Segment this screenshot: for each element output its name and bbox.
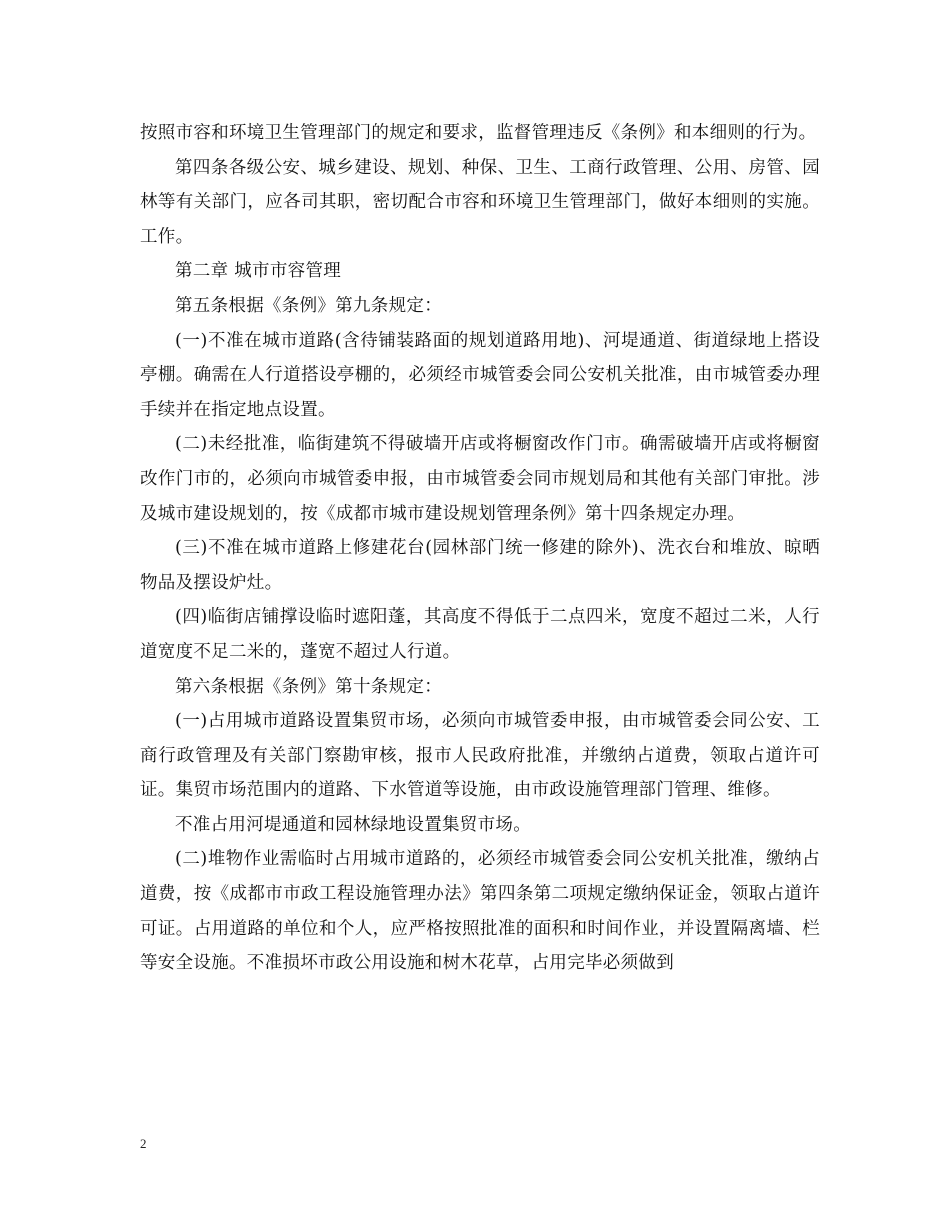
paragraph-article-4: 第四条各级公安、城乡建设、规划、种保、卫生、工商行政管理、公用、房管、园林等有关部门，应各司其职，密切配合市容和环境卫生管理部门，做好本细则的实施。工作。	[140, 157, 820, 247]
paragraph-article-5-item-2: (二)未经批准，临街建筑不得破墙开店或将橱窗改作门市。确需破墙开店或将橱窗改作门市的，必须向市城管委申报，由市城管委会同市规划局和其他有关部门审批。涉及城市建设规划的，按《成都市城市建设规划管理条例》第十四条规定办理。	[140, 434, 820, 524]
paragraph-article-5-item-4: (四)临街店铺撑设临时遮阳蓬，其高度不得低于二点四米，宽度不超过二米，人行道宽度不足二米的，蓬宽不超过人行道。	[140, 607, 820, 662]
paragraph-article-6-note: 不准占用河堤通道和园林绿地设置集贸市场。	[175, 814, 531, 835]
paragraph-article-6: 第六条根据《条例》第十条规定：	[175, 676, 442, 697]
paragraph-article-5-item-3: (三)不准在城市道路上修建花台(园林部门统一修建的除外)、洗衣台和堆放、晾晒物品及摆设炉灶。	[140, 538, 820, 593]
paragraph-article-6-item-1: (一)占用城市道路设置集贸市场，必须向市城管委申报，由市城管委会同公安、工商行政管理及有关部门察勘审核，报市人民政府批准，并缴纳占道费，领取占道许可证。集贸市场范围内的道路、下水管道等设施，由市政设施管理部门管理、维修。	[140, 711, 820, 801]
page-number: 2	[140, 1136, 147, 1151]
paragraph-article-6-item-2: (二)堆物作业需临时占用城市道路的，必须经市城管委会同公安机关批准，缴纳占道费，按《成都市市政工程设施管理办法》第四条第二项规定缴纳保证金，领取占道许可证。占用道路的单位和个人，应严格按照批准的面积和时间作业，并设置隔离墙、栏等安全设施。不准损坏市政公用设施和树木花草，占用完毕必须做到	[140, 849, 820, 974]
paragraph-continuation: 按照市容和环境卫生管理部门的规定和要求，监督管理违反《条例》和本细则的行为。	[140, 123, 817, 143]
paragraph-article-5: 第五条根据《条例》第九条规定：	[175, 295, 442, 316]
document-body	[140, 116, 820, 981]
paragraph-article-5-item-1: (一)不准在城市道路(含待铺装路面的规划道路用地)、河堤通道、街道绿地上搭设亭棚。确需在人行道搭设亭棚的，必须经市城管委会同公安机关批准，由市城管委办理手续并在指定地点设置。	[140, 330, 820, 420]
chapter-heading: 第二章 城市市容管理	[175, 261, 342, 282]
